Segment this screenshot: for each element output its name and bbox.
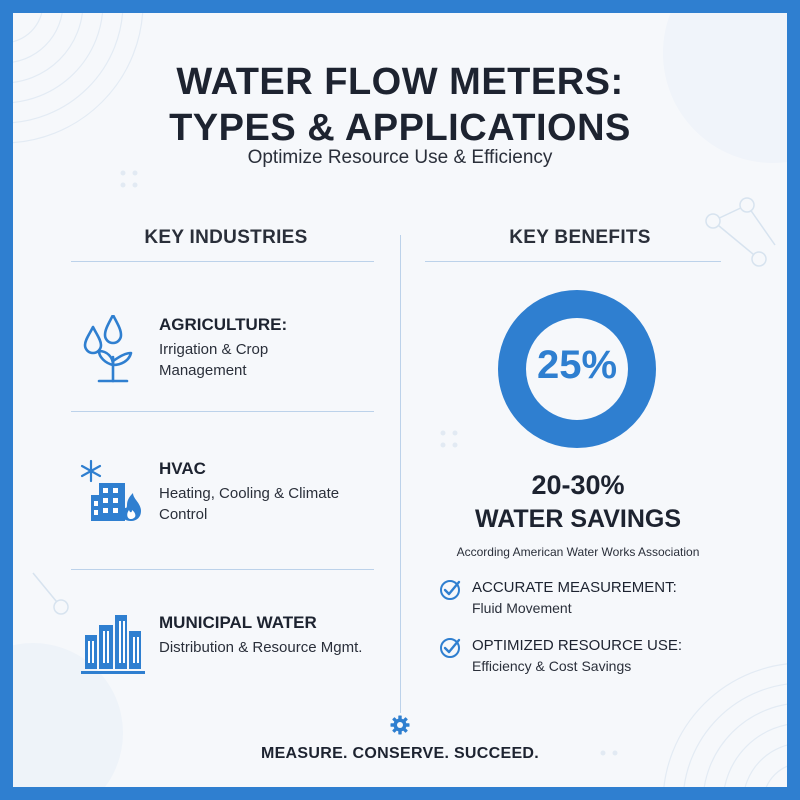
industry-desc: Distribution & Resource Mgmt. bbox=[159, 639, 363, 656]
benefit-name: OPTIMIZED RESOURCE USE: bbox=[472, 637, 683, 654]
savings-label: WATER SAVINGS bbox=[474, 505, 682, 533]
industries-heading-divider bbox=[71, 261, 374, 262]
benefits-heading: KEY BENEFITS bbox=[509, 227, 651, 248]
industry-name: HVAC bbox=[159, 459, 206, 478]
benefits-heading-divider bbox=[425, 261, 721, 262]
page-title-line2: TYPES & APPLICATIONS bbox=[169, 107, 631, 149]
page-title-line1: WATER FLOW METERS: bbox=[176, 61, 624, 103]
industry-desc: Irrigation & Crop Management bbox=[159, 341, 269, 379]
snowflake-building-flame-icon bbox=[79, 459, 147, 529]
benefit-desc: Fluid Movement bbox=[472, 600, 572, 616]
industry-divider bbox=[71, 411, 374, 412]
savings-range: 20-30% bbox=[531, 470, 625, 500]
benefit-name: ACCURATE MEASUREMENT: bbox=[472, 579, 677, 596]
check-circle-icon bbox=[439, 637, 461, 659]
industry-agriculture bbox=[79, 315, 379, 405]
industry-municipal-water bbox=[79, 613, 379, 703]
gear-icon bbox=[390, 715, 410, 735]
industry-hvac bbox=[79, 459, 379, 549]
city-buildings-icon bbox=[79, 613, 147, 683]
plant-water-drops-icon bbox=[79, 315, 147, 385]
check-circle-icon bbox=[439, 579, 461, 601]
page-subtitle: Optimize Resource Use & Efficiency bbox=[247, 147, 553, 168]
industries-heading: KEY INDUSTRIES bbox=[144, 227, 308, 248]
industry-name: AGRICULTURE: bbox=[159, 315, 288, 334]
savings-ring-value: 25% bbox=[536, 343, 618, 387]
column-divider bbox=[400, 235, 401, 713]
industry-divider bbox=[71, 569, 374, 570]
industry-desc: Heating, Cooling & Climate Control bbox=[159, 485, 340, 523]
savings-source: According American Water Works Association bbox=[456, 545, 700, 559]
footer-tagline: MEASURE. CONSERVE. SUCCEED. bbox=[260, 745, 540, 762]
industry-name: MUNICIPAL WATER bbox=[159, 613, 317, 632]
benefit-desc: Efficiency & Cost Savings bbox=[472, 658, 632, 674]
